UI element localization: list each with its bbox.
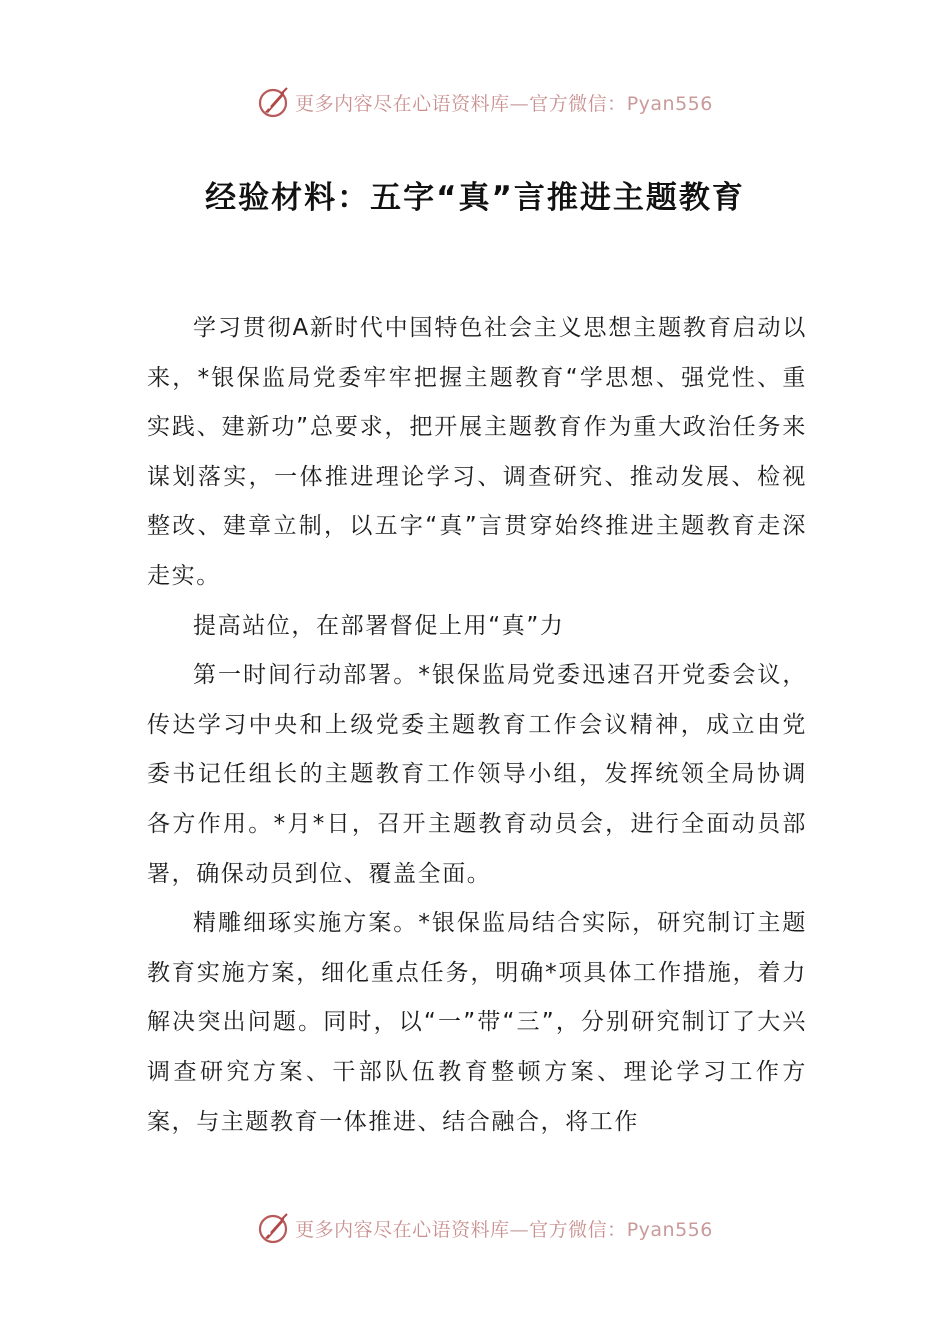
watermark-separator: — — [509, 1218, 530, 1241]
watermark-group — [237, 1211, 713, 1245]
watermark-slogan: 更多内容尽在心语资料库 — [295, 1218, 510, 1241]
watermark-separator: — — [509, 92, 530, 115]
watermark-wechat-id: Pyan556 — [626, 1218, 713, 1241]
paragraph-intro: 学习贯彻A新时代中国特色社会主义思想主题教育启动以来，*银保监局党委牢牢把握主题教育“学思想、强党性、重实践、建新功”总要求，把开展主题教育作为重大政治任务来谋划落实，一体推进理论学习、调查研究、推动发展、检视整改、建章立制，以五字“真”言贯穿始终推进主题教育走深走实。 — [147, 315, 807, 589]
watermark-label: 官方微信： — [529, 1218, 627, 1241]
quill-logo-icon — [257, 1211, 291, 1245]
watermark-wechat-id: Pyan556 — [626, 92, 713, 115]
paragraph-plan: 精雕细琢实施方案。*银保监局结合实际，研究制订主题教育实施方案，细化重点任务，明确*项具体工作措施，着力解决突出问题。同时，以“一”带“三”，分别研究制订了大兴调查研究方案、干部队伍教育整顿方案、理论学习工作方案，与主题教育一体推进、结合融合，将工作 — [147, 910, 807, 1135]
document-title: 经验材料：五字“真”言推进主题教育 — [205, 180, 745, 216]
watermark-group — [237, 85, 713, 119]
watermark-banner-bottom — [0, 1208, 950, 1248]
watermark-text — [295, 1215, 713, 1242]
watermark-slogan: 更多内容尽在心语资料库 — [295, 92, 510, 115]
paragraph-deployment: 第一时间行动部署。*银保监局党委迅速召开党委会议，传达学习中央和上级党委主题教育工作会议精神，成立由党委书记任组长的主题教育工作领导小组，发挥统领全局协调各方作用。*月*日，召开主题教育动员会，进行全面动员部署，确保动员到位、覆盖全面。 — [147, 662, 807, 887]
watermark-text — [295, 89, 713, 116]
document-body — [147, 304, 807, 1147]
section-heading: 提高站位，在部署督促上用“真”力 — [193, 612, 565, 639]
quill-logo-icon — [257, 85, 291, 119]
watermark-banner-top — [0, 82, 950, 122]
watermark-label: 官方微信： — [529, 92, 627, 115]
